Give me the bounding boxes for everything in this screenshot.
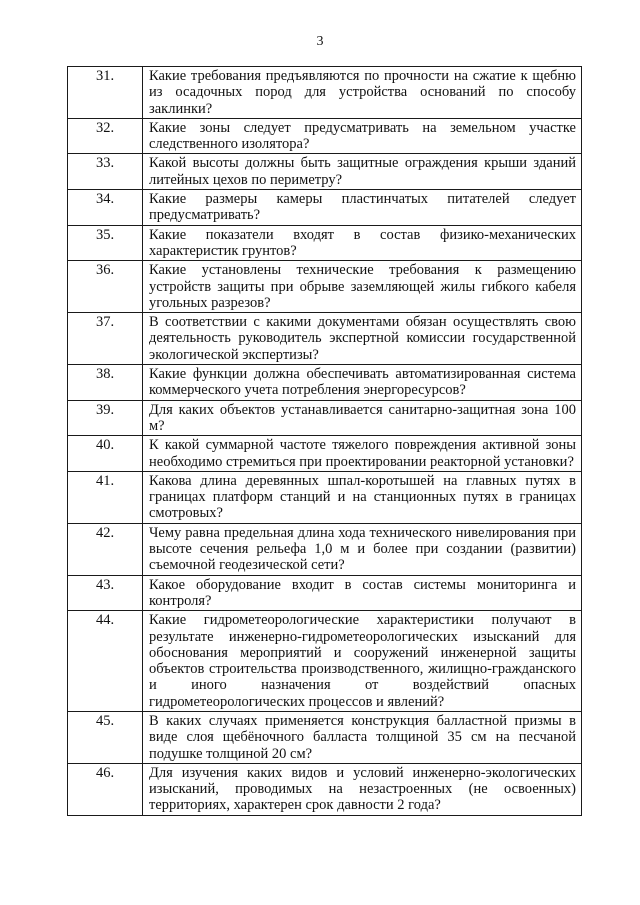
question-text: Какие показатели входят в состав физико-механических характеристик грунтов? <box>143 225 582 261</box>
table-row <box>68 611 582 712</box>
table-row <box>68 365 582 401</box>
question-text: Чему равна предельная длина хода технического нивелирования при высоте сечения рельефа 1,0 м и более при создании (развитии) съемочной геодезической сети? <box>143 523 582 575</box>
question-number: 37. <box>68 313 143 365</box>
table-row <box>68 523 582 575</box>
question-text: Какие гидрометеорологические характеристики получают в результате инженерно-гидрометеорологических изысканий для обоснования мероприятий и сооружений инженерной защиты объектов строительства производственного, жилищно-гражданского и иного назначения от воздействий опасных гидрометеорологических процессов и явлений? <box>143 611 582 712</box>
question-number: 44. <box>68 611 143 712</box>
question-text: В соответствии с какими документами обязан осуществлять свою деятельность руководитель экспертной комиссии государственной экологической экспертизы? <box>143 313 582 365</box>
question-text: Какие требования предъявляются по прочности на сжатие к щебню из осадочных пород для устройства оснований по способу заклинки? <box>143 67 582 119</box>
question-number: 36. <box>68 261 143 313</box>
question-text: Для изучения каких видов и условий инженерно-экологических изысканий, проводимых на незастроенных (не освоенных) территориях, характерен срок давности 2 года? <box>143 763 582 815</box>
question-number: 33. <box>68 154 143 190</box>
question-number: 45. <box>68 711 143 763</box>
questions-table <box>67 66 582 816</box>
table-row <box>68 711 582 763</box>
table-row <box>68 190 582 226</box>
question-text: Какое оборудование входит в состав системы мониторинга и контроля? <box>143 575 582 611</box>
question-text: Какие зоны следует предусматривать на земельном участке следственного изолятора? <box>143 118 582 154</box>
table-row <box>68 67 582 119</box>
question-number: 42. <box>68 523 143 575</box>
question-text: В каких случаях применяется конструкция балластной призмы в виде слоя щебёночного балласта толщиной 35 см на песчаной подушке толщиной 20 см? <box>143 711 582 763</box>
question-text: Какова длина деревянных шпал-коротышей на главных путях в границах платформ станций и на станционных путях в границах смотровых? <box>143 471 582 523</box>
question-number: 32. <box>68 118 143 154</box>
page-number: 3 <box>316 34 324 49</box>
question-text: Для каких объектов устанавливается санитарно-защитная зона 100 м? <box>143 400 582 436</box>
question-number: 35. <box>68 225 143 261</box>
questions-table-body <box>68 67 582 816</box>
table-row <box>68 436 582 472</box>
question-text: К какой суммарной частоте тяжелого повреждения активной зоны необходимо стремиться при проектировании реакторной установки? <box>143 436 582 472</box>
table-row <box>68 400 582 436</box>
table-row <box>68 471 582 523</box>
question-text: Какие установлены технические требования к размещению устройств защиты при обрыве заземляющей жилы гибкого кабеля угольных разрезов? <box>143 261 582 313</box>
table-row <box>68 313 582 365</box>
question-number: 31. <box>68 67 143 119</box>
table-row <box>68 261 582 313</box>
question-number: 38. <box>68 365 143 401</box>
question-text: Какие функции должна обеспечивать автоматизированная система коммерческого учета потребления энергоресурсов? <box>143 365 582 401</box>
table-row <box>68 154 582 190</box>
question-number: 46. <box>68 763 143 815</box>
question-text: Какие размеры камеры пластинчатых питателей следует предусматривать? <box>143 190 582 226</box>
question-number: 34. <box>68 190 143 226</box>
question-text: Какой высоты должны быть защитные ограждения крыши зданий литейных цехов по периметру? <box>143 154 582 190</box>
question-number: 41. <box>68 471 143 523</box>
question-number: 40. <box>68 436 143 472</box>
table-row <box>68 118 582 154</box>
table-row <box>68 575 582 611</box>
question-number: 43. <box>68 575 143 611</box>
table-row <box>68 225 582 261</box>
question-number: 39. <box>68 400 143 436</box>
table-row <box>68 763 582 815</box>
